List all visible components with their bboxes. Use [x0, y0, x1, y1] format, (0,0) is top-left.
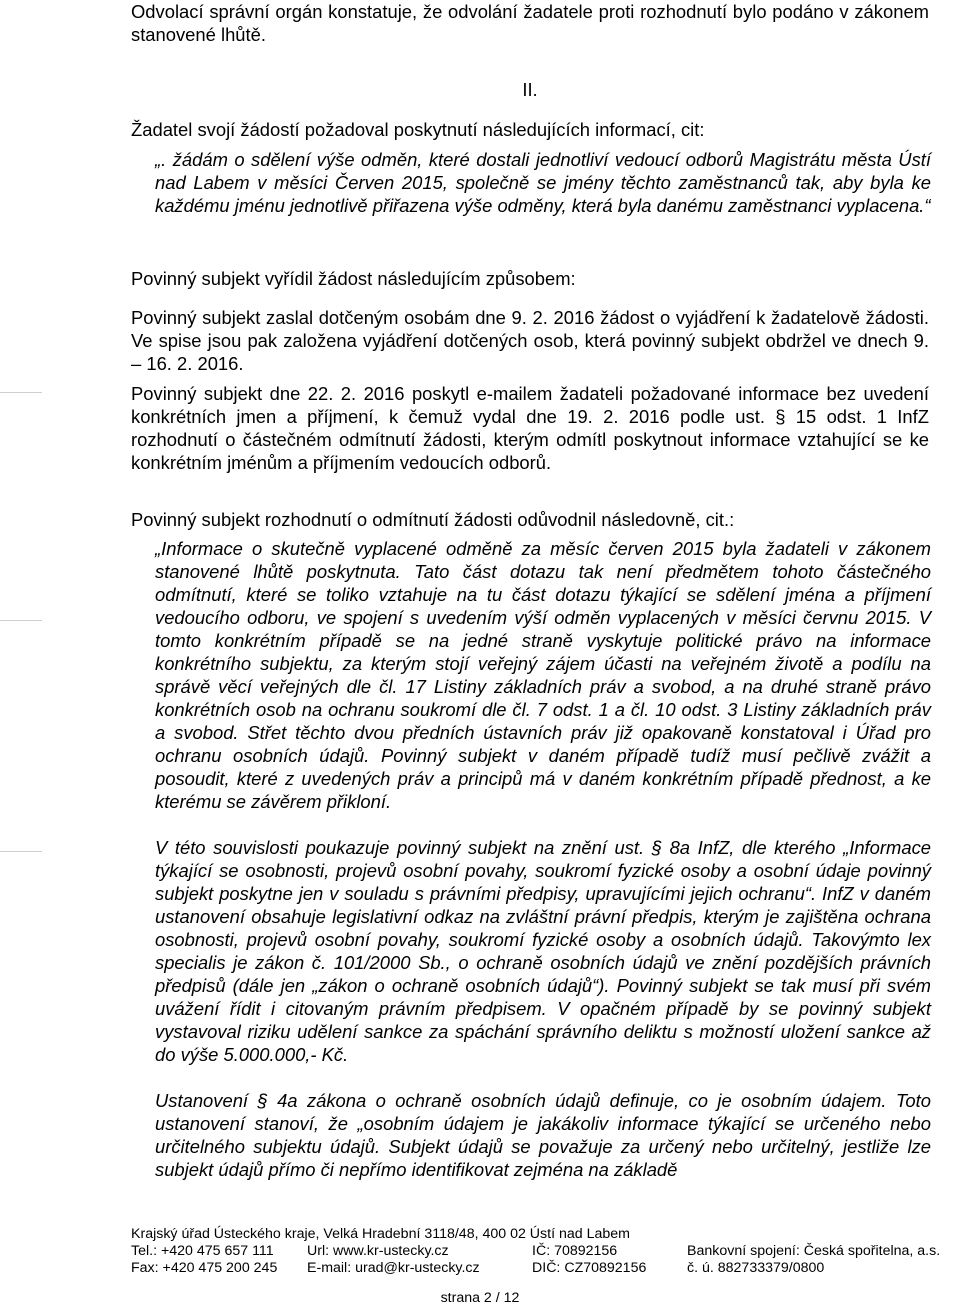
margin-mark [0, 620, 42, 621]
footer-ic: IČ: 70892156 [532, 1243, 618, 1259]
request-quote: „. žádám o sdělení výše odměn, které dostali jednotliví vedoucí odborů Magistrátu města Ústí nad Labem v měsíci Červen 2015, společně se jmény těchto zaměstnanců tak, aby byla ke každému jménu jednotlivě přiřazena výše odměny, která byla danému zaměstnanci vyplacena.“ [155, 149, 931, 216]
footer-address: Krajský úřad Ústeckého kraje, Velká Hradební 3118/48, 400 02 Ústí nad Labem [131, 1226, 630, 1242]
footer-dic: DIČ: CZ70892156 [532, 1260, 647, 1276]
page-number: strana 2 / 12 [440, 1290, 520, 1306]
footer-url: Url: www.kr-ustecky.cz [307, 1243, 449, 1259]
handling-paragraph-1: Povinný subjekt zaslal dotčeným osobám dne 9. 2. 2016 žádost o vyjádření k žadatelově žádosti. Ve spise jsou pak založena vyjádření dotčených osob, která povinný subjekt obdržel ve dnech 9. – 16. 2. 2016. [131, 307, 929, 374]
footer-email: E-mail: urad@kr-ustecky.cz [307, 1260, 480, 1276]
handling-intro: Povinný subjekt vyřídil žádost následujícím způsobem: [131, 268, 576, 289]
handling-paragraph-2: Povinný subjekt dne 22. 2. 2016 poskytl e-mailem žadateli požadované informace bez uvedení konkrétních jmen a příjmení, k čemuž vydal dne 19. 2. 2016 podle ust. § 15 odst. 1 InfZ rozhodnutí o částečném odmítnutí žádosti, kterým odmítl poskytnout informace vztahující se ke konkrétním jménům a příjmením vedoucích odborů. [131, 383, 929, 473]
section-number: II. [522, 79, 538, 100]
reasoning-quote-2: V této souvislosti poukazuje povinný subjekt na znění ust. § 8a InfZ, dle kterého „Informace týkající se osobnosti, projevů osobní povahy, soukromí fyzické osoby a osobní údaje povinný subjekt poskytne jen v souladu s právními předpisy, upravujícími jejich ochranu“. InfZ v daném ustanovení obsahuje legislativní odkaz na zvláštní právní předpis, kterým je zajištěna ochrana osobnosti, projevů osobní povahy, soukromí fyzické osoby a osobních údajů. Takovýmto lex specialis je zákon č. 101/2000 Sb., o ochraně osobních údajů ve znění pozdějších právních předpisů (dále jen „zákon o ochraně osobních údajů“). Povinný subjekt se tak musí při svém uvážení řídit i citovaným právním předpisem. V opačném případě by se povinný subjekt vystavoval riziku udělení sankce za spáchání správního deliktu s možností uložení sankce až do výše 5.000.000,- Kč. [155, 837, 931, 1065]
footer-bank: Bankovní spojení: Česká spořitelna, a.s. [687, 1243, 941, 1259]
page-footer [131, 1226, 960, 1277]
reasoning-quote-3: Ustanovení § 4a zákona o ochraně osobních údajů definuje, co je osobním údajem. Toto ustanovení stanoví, že „osobním údajem je jakákoliv informace týkající se určeného nebo určitelného subjektu údajů. Subjekt údajů se považuje za určený nebo určitelný, jestliže lze subjekt údajů přímo či nepřímo identifikovat zejména na základě [155, 1090, 931, 1180]
request-intro: Žadatel svojí žádostí požadoval poskytnutí následujících informací, cit: [131, 119, 705, 140]
reasoning-quote-1: „Informace o skutečně vyplacené odměně za měsíc červen 2015 byla žadateli v zákonem stanovené lhůtě poskytnuta. Tato část dotazu tak není předmětem tohoto částečného odmítnutí, které se toliko vztahuje na tu část dotazu týkající se sdělení jména a příjmení vedoucího odboru, ve spojení s uvedením výší odměn vyplacených v měsíci červnu 2015. V tomto konkrétním případě se na jedné straně vyskytuje politické právo na informace konkrétního subjektu, za kterým stojí veřejný zájem účasti na veřejném životě a podílu na správě věcí veřejných dle čl. 17 Listiny základních práv a svobod, a na druhé straně právo konkrétních osob na ochranu soukromí dle čl. 7 odst. 1 a čl. 10 odst. 3 Listiny základních práv a svobod. Střet těchto dvou předních ústavních práv již opakovaně konstatoval i Úřad pro ochranu osobních údajů. Povinný subjekt v daném případě tudíž musí pečlivě zvážit a posoudit, které z uvedených práv a principů má v daném konkrétním případě přednost, a ke kterému se závěrem přikloní. [155, 538, 931, 812]
footer-phone: Tel.: +420 475 657 111 [131, 1243, 274, 1259]
footer-account: č. ú. 882733379/0800 [687, 1260, 825, 1276]
margin-mark [0, 851, 42, 852]
footer-fax: Fax: +420 475 200 245 [131, 1260, 278, 1276]
reasoning-intro: Povinný subjekt rozhodnutí o odmítnutí žádosti odůvodnil následovně, cit.: [131, 509, 735, 530]
intro-paragraph: Odvolací správní orgán konstatuje, že odvolání žadatele proti rozhodnutí bylo podáno v zákonem stanovené lhůtě. [131, 1, 929, 45]
margin-mark [0, 392, 42, 393]
